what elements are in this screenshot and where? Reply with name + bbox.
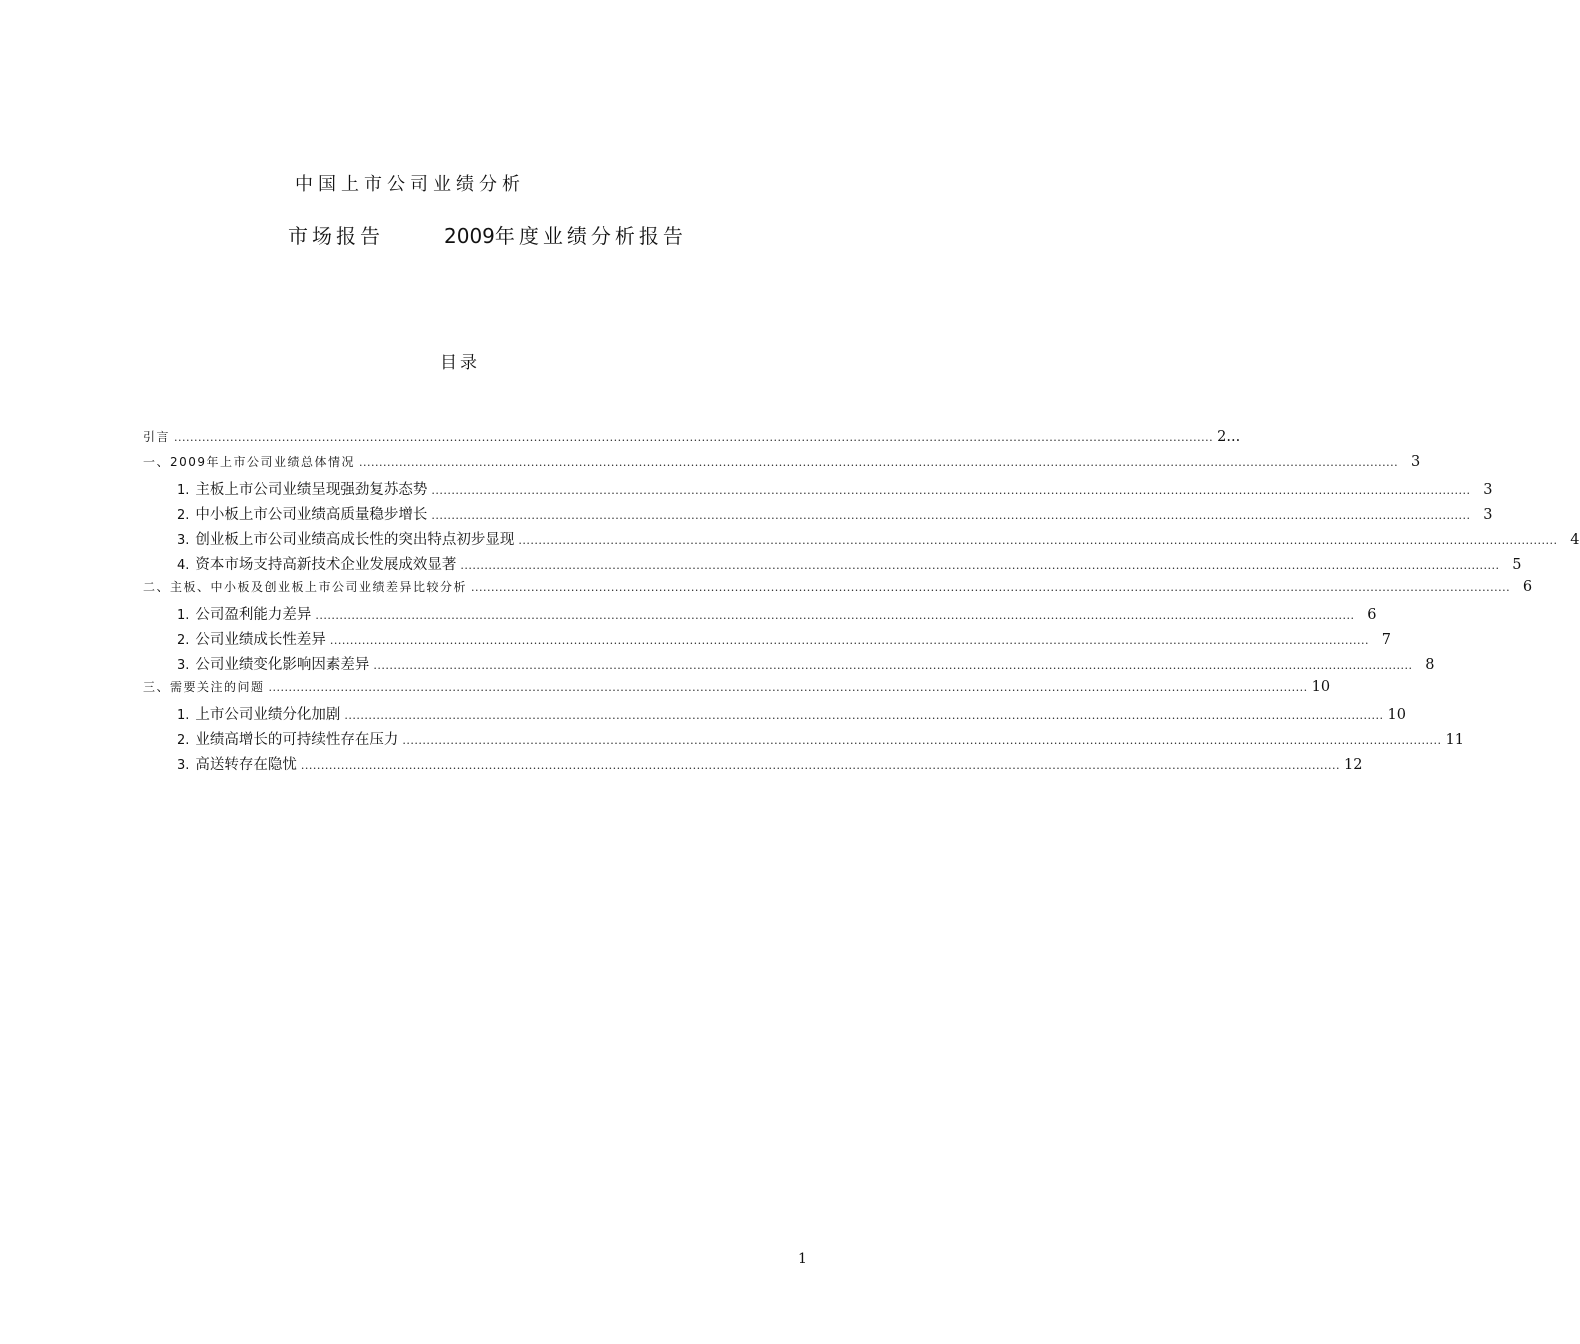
- toc-entry-label: [177, 478, 427, 499]
- document-subtitle: [288, 220, 687, 249]
- toc-entry-page: 2...: [1217, 429, 1241, 445]
- toc-leader-dots: ....................................................................................................................................................................................................................................................................: [344, 709, 1384, 722]
- toc-entry-label: [177, 553, 456, 574]
- toc-entry-page: 10: [1387, 707, 1406, 723]
- toc-leader-dots: ....................................................................................................................................................................................................................................................................: [174, 431, 1214, 444]
- toc-leader-dots: ....................................................................................................................................................................................................................................................................: [268, 681, 1308, 694]
- toc-entry-text: 一、2009年上市公司业绩总体情况: [143, 455, 356, 469]
- toc-entry-page: 4: [1570, 532, 1580, 548]
- toc-entry-number: 1.: [177, 483, 190, 498]
- toc-leader-dots: ....................................................................................................................................................................................................................................................................: [518, 534, 1558, 547]
- toc-entry-number: 3.: [177, 758, 190, 773]
- toc-leader-dots: ....................................................................................................................................................................................................................................................................: [359, 456, 1399, 469]
- toc-entry[interactable]: [143, 728, 1464, 753]
- toc-entry[interactable]: [143, 528, 1580, 553]
- toc-entry-label: [177, 653, 369, 674]
- toc-leader-dots: ....................................................................................................................................................................................................................................................................: [460, 559, 1500, 572]
- toc-entry[interactable]: [143, 578, 1533, 603]
- toc-entry-label: [177, 503, 427, 524]
- toc-entry-label: [177, 753, 297, 774]
- toc-entry-page: 3: [1410, 454, 1421, 470]
- toc-entry-page: 10: [1311, 679, 1331, 695]
- toc-entry-text: 业绩高增长的可持续性存在压力: [195, 732, 399, 748]
- toc-entry[interactable]: [143, 478, 1493, 503]
- toc-entry-text: 公司业绩变化影响因素差异: [195, 657, 370, 673]
- toc-leader-dots: ....................................................................................................................................................................................................................................................................: [300, 759, 1341, 772]
- toc-entry-text: 创业板上市公司业绩高成长性的突出特点初步显现: [195, 532, 515, 548]
- toc-entry-number: 3.: [177, 533, 190, 548]
- toc-entry-page: 3: [1483, 507, 1493, 523]
- toc-entry-text: 高送转存在隐忧: [195, 757, 297, 773]
- toc-entry[interactable]: [143, 428, 1241, 453]
- toc-entry-page: 6: [1367, 607, 1377, 623]
- toc-entry-label: [143, 578, 467, 595]
- document-title: 中国上市公司业绩分析: [295, 174, 525, 195]
- toc-entry-number: 2.: [177, 633, 190, 648]
- toc-entry[interactable]: [143, 753, 1363, 778]
- toc-entry-number: 4.: [177, 558, 190, 573]
- toc-leader-dots: ....................................................................................................................................................................................................................................................................: [431, 484, 1471, 497]
- toc-leader-dots: ....................................................................................................................................................................................................................................................................: [329, 634, 1370, 647]
- toc-leader-dots: ....................................................................................................................................................................................................................................................................: [431, 509, 1471, 522]
- toc-entry-text: 二、主板、中小板及创业板上市公司业绩差异比较分析: [143, 580, 468, 594]
- toc-entry-text: 主板上市公司业绩呈现强劲复苏态势: [195, 482, 428, 498]
- toc-entry-text: 公司盈利能力差异: [195, 607, 312, 623]
- toc-entry-page: 3: [1483, 482, 1493, 498]
- toc-entry[interactable]: [143, 603, 1377, 628]
- toc-entry[interactable]: [143, 553, 1522, 578]
- toc-entry-page: 8: [1425, 657, 1435, 673]
- toc-entry-label: [177, 703, 340, 724]
- toc-entry-label: [143, 678, 265, 695]
- toc-entry-text: 上市公司业绩分化加剧: [195, 707, 341, 723]
- toc-entry-page: 12: [1344, 757, 1363, 773]
- toc-entry-text: 中小板上市公司业绩高质量稳步增长: [195, 507, 428, 523]
- toc-entry-page: 5: [1512, 557, 1522, 573]
- toc-entry-label: [177, 603, 311, 624]
- toc-entry-number: 2.: [177, 733, 190, 748]
- toc-entry[interactable]: [143, 678, 1331, 703]
- toc-entry-page: 6: [1522, 579, 1533, 595]
- toc-leader-dots: ....................................................................................................................................................................................................................................................................: [373, 659, 1413, 672]
- toc-entry[interactable]: [143, 703, 1406, 728]
- toc-heading: 目录: [440, 353, 480, 373]
- subtitle-prefix: 市场报告: [288, 224, 384, 248]
- toc-entry-page: 7: [1381, 632, 1392, 648]
- toc-leader-dots: ....................................................................................................................................................................................................................................................................: [315, 609, 1355, 622]
- toc-entry[interactable]: [143, 503, 1493, 528]
- toc-entry-text: 三、需要关注的问题: [143, 680, 265, 694]
- toc-entry-text: 引言: [143, 430, 171, 444]
- toc-entry-number: 1.: [177, 708, 190, 723]
- toc-entry-label: [177, 728, 398, 749]
- toc-entry-number: 2.: [177, 508, 190, 523]
- toc-entry-text: 公司业绩成长性差异: [195, 632, 326, 648]
- page-number: 1: [798, 1251, 807, 1267]
- subtitle-year: 2009: [444, 224, 495, 248]
- subtitle-suffix: 年度业绩分析报告: [494, 224, 687, 248]
- toc-entry-label: [177, 628, 326, 649]
- toc-entry[interactable]: [143, 628, 1392, 653]
- toc-entry-number: 1.: [177, 608, 190, 623]
- toc-entry[interactable]: [143, 653, 1435, 678]
- table-of-contents: [143, 428, 1580, 778]
- toc-entry-number: 3.: [177, 658, 190, 673]
- toc-leader-dots: ....................................................................................................................................................................................................................................................................: [471, 581, 1511, 594]
- toc-leader-dots: ....................................................................................................................................................................................................................................................................: [402, 734, 1442, 747]
- toc-entry-page: 11: [1445, 732, 1464, 748]
- toc-entry[interactable]: [143, 453, 1421, 478]
- toc-entry-label: [143, 453, 355, 470]
- toc-entry-text: 资本市场支持高新技术企业发展成效显著: [195, 557, 457, 573]
- toc-entry-label: [177, 528, 514, 549]
- toc-entry-label: [143, 428, 170, 445]
